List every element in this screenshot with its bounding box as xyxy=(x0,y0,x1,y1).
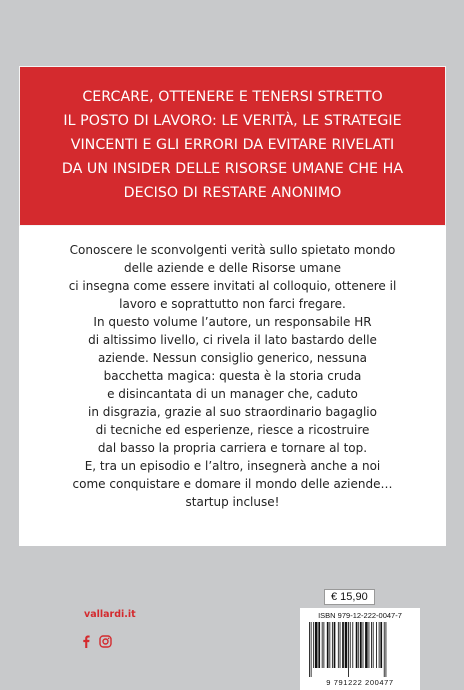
blurb-line: e disincantata di un manager che, caduto xyxy=(107,387,358,401)
headline-line: VINCENTI E GLI ERRORI DA EVITARE RIVELATI xyxy=(70,137,395,153)
headline xyxy=(20,85,445,205)
headline-line: CERCARE, OTTENERE E TENERSI STRETTO xyxy=(82,89,383,105)
instagram-icon[interactable] xyxy=(99,633,112,646)
blurb-line: aziende. Nessun consiglio generico, nessuna xyxy=(98,351,367,365)
ean-number: 9 791222 200477 xyxy=(326,678,394,687)
blurb-line: startup incluse! xyxy=(185,495,280,509)
headline-line: IL POSTO DI LAVORO: LE VERITÀ, LE STRATEGIE xyxy=(63,113,402,129)
blurb-line: di tecniche ed esperienze, riesce a ricostruire xyxy=(95,423,370,437)
barcode-bars xyxy=(305,622,415,677)
blurb-line: in disgrazia, grazie al suo straordinario bagaglio xyxy=(88,405,377,419)
blurb-line: come conquistare e domare il mondo delle aziende… xyxy=(72,477,393,491)
price-label: € 15,90 xyxy=(324,589,375,605)
isbn-label: ISBN 979-12-222-0047-7 xyxy=(318,611,402,620)
blurb-panel xyxy=(19,226,446,546)
barcode-box xyxy=(300,608,420,690)
blurb-line: dal basso la propria carriera e tornare al top. xyxy=(97,441,368,455)
headline-panel xyxy=(19,66,446,226)
blurb-line: In questo volume l’autore, un responsabile HR xyxy=(93,315,372,329)
headline-line: DA UN INSIDER DELLE RISORSE UMANE CHE HA xyxy=(61,161,404,177)
blurb-line: lavoro e soprattutto non farci fregare. xyxy=(119,297,346,311)
blurb-text xyxy=(19,241,446,511)
blurb-line: di altissimo livello, ci rivela il lato bastardo delle xyxy=(88,333,377,347)
blurb-line: delle aziende e delle Risorse umane xyxy=(123,261,341,275)
blurb-line: bacchetta magica: questa è la storia cruda xyxy=(103,369,362,383)
publisher-website-link[interactable]: vallardi.it xyxy=(84,609,136,620)
barcode-area xyxy=(300,585,428,690)
blurb-line: E, tra un episodio e l’altro, insegnerà anche a noi xyxy=(84,459,381,473)
blurb-line: ci insegna come essere invitati al colloquio, ottenere il xyxy=(68,279,397,293)
facebook-icon[interactable] xyxy=(80,633,93,646)
blurb-line: Conoscere le sconvolgenti verità sullo spietato mondo xyxy=(69,243,396,257)
headline-line: DECISO DI RESTARE ANONIMO xyxy=(123,185,342,201)
